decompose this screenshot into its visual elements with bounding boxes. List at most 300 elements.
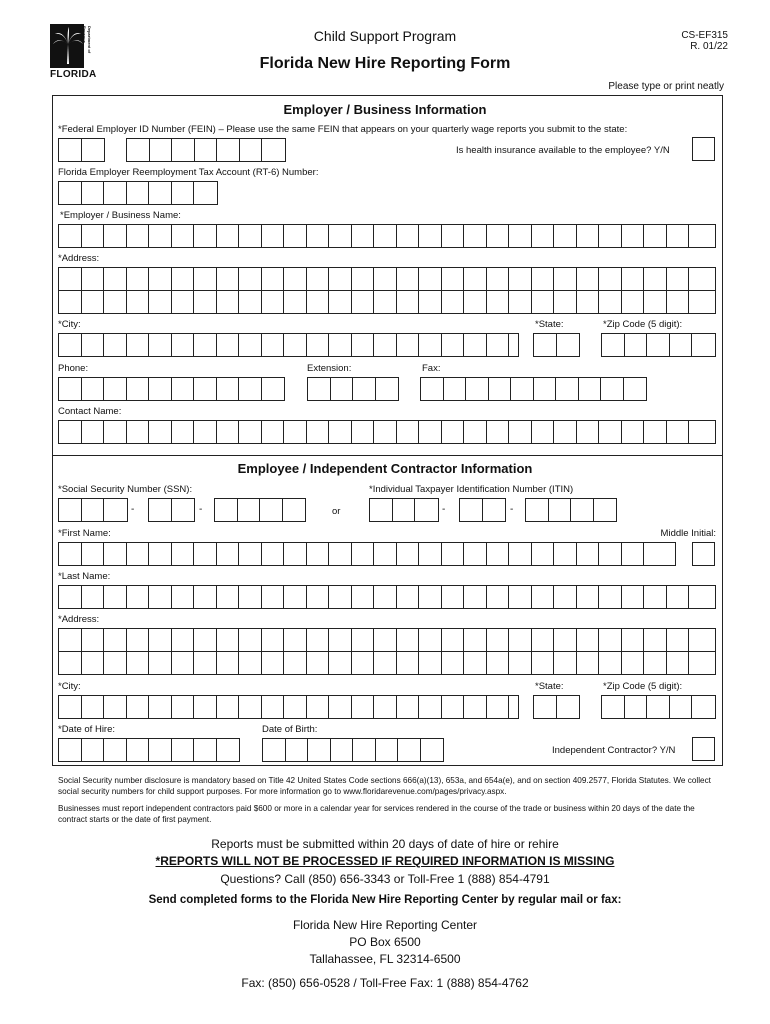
input-cell[interactable] — [217, 652, 240, 674]
input-cell[interactable] — [647, 334, 670, 356]
input-cell[interactable] — [82, 139, 105, 161]
input-cell[interactable] — [172, 268, 195, 290]
input-cell[interactable] — [689, 652, 715, 674]
input-cell[interactable] — [622, 629, 645, 651]
input-cell[interactable] — [307, 696, 330, 718]
input-cell[interactable] — [307, 334, 330, 356]
input-cell[interactable] — [532, 629, 555, 651]
input-cell[interactable] — [194, 225, 217, 247]
input-cell[interactable] — [421, 378, 444, 400]
input-cell[interactable] — [149, 629, 172, 651]
input-cell[interactable] — [487, 268, 510, 290]
input-cell[interactable] — [577, 291, 600, 313]
input-cell[interactable] — [487, 652, 510, 674]
input-cell[interactable] — [217, 421, 240, 443]
input-cell[interactable] — [127, 586, 150, 608]
input-cell[interactable] — [286, 739, 309, 761]
input-cell[interactable] — [577, 543, 600, 565]
input-cell[interactable] — [622, 652, 645, 674]
input-cell[interactable] — [577, 652, 600, 674]
input-cell[interactable] — [59, 629, 82, 651]
input-cell[interactable] — [104, 268, 127, 290]
input-cell[interactable] — [329, 586, 352, 608]
input-cell[interactable] — [556, 378, 579, 400]
input-cell[interactable] — [217, 268, 240, 290]
input-cell[interactable] — [194, 652, 217, 674]
input-cell[interactable] — [599, 629, 622, 651]
input-cell[interactable] — [238, 499, 261, 521]
input-cell[interactable] — [577, 586, 600, 608]
input-cell[interactable] — [487, 586, 510, 608]
input-cell[interactable] — [172, 334, 195, 356]
input-cell[interactable] — [352, 629, 375, 651]
input-cell[interactable] — [374, 543, 397, 565]
input-cell[interactable] — [622, 586, 645, 608]
input-cell[interactable] — [415, 499, 438, 521]
employer-city-input[interactable] — [58, 333, 519, 357]
input-cell[interactable] — [397, 268, 420, 290]
input-cell[interactable] — [59, 268, 82, 290]
input-cell[interactable] — [397, 586, 420, 608]
input-cell[interactable] — [487, 334, 510, 356]
itin-part3-input[interactable] — [525, 498, 617, 522]
input-cell[interactable] — [172, 629, 195, 651]
input-cell[interactable] — [329, 543, 352, 565]
input-cell[interactable] — [464, 334, 487, 356]
employee-state-input[interactable] — [533, 695, 580, 719]
input-cell[interactable] — [374, 629, 397, 651]
input-cell[interactable] — [262, 543, 285, 565]
input-cell[interactable] — [370, 499, 393, 521]
input-cell[interactable] — [104, 739, 127, 761]
input-cell[interactable] — [622, 268, 645, 290]
input-cell[interactable] — [172, 291, 195, 313]
input-cell[interactable] — [331, 739, 354, 761]
input-cell[interactable] — [532, 586, 555, 608]
input-cell[interactable] — [82, 421, 105, 443]
middle-initial-input[interactable] — [692, 542, 715, 566]
input-cell[interactable] — [240, 139, 263, 161]
input-cell[interactable] — [557, 334, 580, 356]
rt6-number-input[interactable] — [58, 181, 218, 205]
input-cell[interactable] — [602, 696, 625, 718]
input-cell[interactable] — [534, 378, 557, 400]
input-cell[interactable] — [82, 629, 105, 651]
input-cell[interactable] — [352, 586, 375, 608]
input-cell[interactable] — [554, 268, 577, 290]
input-cell[interactable] — [393, 499, 416, 521]
input-cell[interactable] — [329, 225, 352, 247]
input-cell[interactable] — [104, 629, 127, 651]
input-cell[interactable] — [353, 378, 376, 400]
input-cell[interactable] — [307, 629, 330, 651]
input-cell[interactable] — [509, 652, 532, 674]
input-cell[interactable] — [352, 696, 375, 718]
input-cell[interactable] — [644, 421, 667, 443]
input-cell[interactable] — [194, 543, 217, 565]
input-cell[interactable] — [689, 225, 715, 247]
input-cell[interactable] — [444, 378, 467, 400]
input-cell[interactable] — [127, 291, 150, 313]
input-cell[interactable] — [352, 652, 375, 674]
input-cell[interactable] — [127, 378, 150, 400]
input-cell[interactable] — [262, 652, 285, 674]
input-cell[interactable] — [149, 696, 172, 718]
input-cell[interactable] — [104, 652, 127, 674]
input-cell[interactable] — [599, 291, 622, 313]
input-cell[interactable] — [489, 378, 512, 400]
input-cell[interactable] — [149, 182, 172, 204]
input-cell[interactable] — [239, 543, 262, 565]
input-cell[interactable] — [442, 696, 465, 718]
input-cell[interactable] — [599, 586, 622, 608]
input-cell[interactable] — [59, 696, 82, 718]
employer-state-input[interactable] — [533, 333, 580, 357]
input-cell[interactable] — [329, 629, 352, 651]
input-cell[interactable] — [149, 543, 172, 565]
input-cell[interactable] — [172, 543, 195, 565]
input-cell[interactable] — [487, 629, 510, 651]
input-cell[interactable] — [397, 225, 420, 247]
input-cell[interactable] — [217, 696, 240, 718]
input-cell[interactable] — [104, 586, 127, 608]
input-cell[interactable] — [239, 586, 262, 608]
input-cell[interactable] — [397, 334, 420, 356]
input-cell[interactable] — [689, 629, 715, 651]
input-cell[interactable] — [284, 421, 307, 443]
input-cell[interactable] — [149, 739, 172, 761]
input-cell[interactable] — [352, 268, 375, 290]
input-cell[interactable] — [194, 182, 217, 204]
input-cell[interactable] — [329, 421, 352, 443]
input-cell[interactable] — [217, 739, 240, 761]
input-cell[interactable] — [554, 421, 577, 443]
input-cell[interactable] — [442, 225, 465, 247]
input-cell[interactable] — [644, 225, 667, 247]
input-cell[interactable] — [460, 499, 483, 521]
input-cell[interactable] — [692, 334, 715, 356]
input-cell[interactable] — [82, 739, 105, 761]
input-cell[interactable] — [352, 291, 375, 313]
input-cell[interactable] — [260, 499, 283, 521]
date-of-hire-input[interactable] — [58, 738, 240, 762]
input-cell[interactable] — [464, 586, 487, 608]
input-cell[interactable] — [307, 225, 330, 247]
input-cell[interactable] — [644, 629, 667, 651]
input-cell[interactable] — [419, 225, 442, 247]
input-cell[interactable] — [624, 378, 647, 400]
input-cell[interactable] — [217, 225, 240, 247]
input-cell[interactable] — [397, 652, 420, 674]
employer-zip-input[interactable] — [601, 333, 716, 357]
input-cell[interactable] — [667, 421, 690, 443]
input-cell[interactable] — [262, 696, 285, 718]
input-cell[interactable] — [534, 334, 557, 356]
fein-number-input[interactable] — [126, 138, 286, 162]
input-cell[interactable] — [509, 543, 532, 565]
input-cell[interactable] — [622, 291, 645, 313]
employee-city-input[interactable] — [58, 695, 519, 719]
fein-prefix-input[interactable] — [58, 138, 105, 162]
input-cell[interactable] — [689, 268, 715, 290]
input-cell[interactable] — [464, 629, 487, 651]
input-cell[interactable] — [59, 543, 82, 565]
input-cell[interactable] — [262, 586, 285, 608]
input-cell[interactable] — [82, 291, 105, 313]
input-cell[interactable] — [307, 586, 330, 608]
input-cell[interactable] — [217, 334, 240, 356]
input-cell[interactable] — [149, 378, 172, 400]
input-cell[interactable] — [239, 334, 262, 356]
input-cell[interactable] — [647, 696, 670, 718]
input-cell[interactable] — [352, 421, 375, 443]
input-cell[interactable] — [464, 291, 487, 313]
input-cell[interactable] — [262, 225, 285, 247]
input-cell[interactable] — [329, 652, 352, 674]
input-cell[interactable] — [284, 696, 307, 718]
input-cell[interactable] — [59, 182, 82, 204]
input-cell[interactable] — [59, 586, 82, 608]
input-cell[interactable] — [194, 586, 217, 608]
input-cell[interactable] — [419, 291, 442, 313]
input-cell[interactable] — [262, 629, 285, 651]
input-cell[interactable] — [442, 652, 465, 674]
input-cell[interactable] — [127, 696, 150, 718]
input-cell[interactable] — [59, 739, 82, 761]
input-cell[interactable] — [127, 652, 150, 674]
input-cell[interactable] — [194, 268, 217, 290]
input-cell[interactable] — [419, 629, 442, 651]
input-cell[interactable] — [352, 543, 375, 565]
input-cell[interactable] — [509, 629, 532, 651]
input-cell[interactable] — [59, 499, 82, 521]
health-insurance-yn-input[interactable] — [692, 137, 715, 161]
employer-phone-input[interactable] — [58, 377, 285, 401]
input-cell[interactable] — [571, 499, 594, 521]
input-cell[interactable] — [644, 543, 675, 565]
input-cell[interactable] — [487, 696, 510, 718]
input-cell[interactable] — [127, 334, 150, 356]
input-cell[interactable] — [374, 291, 397, 313]
input-cell[interactable] — [532, 652, 555, 674]
input-cell[interactable] — [194, 696, 217, 718]
employer-fax-input[interactable] — [420, 377, 647, 401]
input-cell[interactable] — [217, 629, 240, 651]
input-cell[interactable] — [397, 629, 420, 651]
input-cell[interactable] — [82, 378, 105, 400]
input-cell[interactable] — [397, 421, 420, 443]
input-cell[interactable] — [329, 291, 352, 313]
input-cell[interactable] — [284, 334, 307, 356]
ssn-part2-input[interactable] — [148, 498, 195, 522]
input-cell[interactable] — [104, 543, 127, 565]
input-cell[interactable] — [667, 291, 690, 313]
input-cell[interactable] — [262, 291, 285, 313]
input-cell[interactable] — [419, 268, 442, 290]
input-cell[interactable] — [262, 421, 285, 443]
input-cell[interactable] — [599, 421, 622, 443]
input-cell[interactable] — [149, 334, 172, 356]
input-cell[interactable] — [487, 225, 510, 247]
input-cell[interactable] — [667, 268, 690, 290]
input-cell[interactable] — [329, 696, 352, 718]
input-cell[interactable] — [602, 334, 625, 356]
input-cell[interactable] — [284, 291, 307, 313]
input-cell[interactable] — [577, 421, 600, 443]
input-cell[interactable] — [149, 225, 172, 247]
input-cell[interactable] — [374, 696, 397, 718]
input-cell[interactable] — [532, 268, 555, 290]
input-cell[interactable] — [374, 225, 397, 247]
input-cell[interactable] — [127, 268, 150, 290]
input-cell[interactable] — [554, 652, 577, 674]
employee-zip-input[interactable] — [601, 695, 716, 719]
input-cell[interactable] — [397, 543, 420, 565]
input-cell[interactable] — [509, 268, 532, 290]
input-cell[interactable] — [149, 652, 172, 674]
input-cell[interactable] — [217, 291, 240, 313]
input-cell[interactable] — [689, 421, 715, 443]
input-cell[interactable] — [625, 334, 648, 356]
ssn-part1-input[interactable] — [58, 498, 128, 522]
input-cell[interactable] — [622, 543, 645, 565]
input-cell[interactable] — [307, 421, 330, 443]
input-cell[interactable] — [622, 421, 645, 443]
input-cell[interactable] — [82, 225, 105, 247]
input-cell[interactable] — [534, 696, 557, 718]
input-cell[interactable] — [554, 543, 577, 565]
input-cell[interactable] — [644, 586, 667, 608]
employee-address-line2-input[interactable] — [58, 651, 716, 675]
input-cell[interactable] — [601, 378, 624, 400]
input-cell[interactable] — [464, 268, 487, 290]
input-cell[interactable] — [217, 378, 240, 400]
input-cell[interactable] — [509, 696, 518, 718]
input-cell[interactable] — [194, 378, 217, 400]
input-cell[interactable] — [149, 268, 172, 290]
input-cell[interactable] — [172, 182, 195, 204]
input-cell[interactable] — [509, 421, 532, 443]
input-cell[interactable] — [284, 629, 307, 651]
independent-contractor-yn-input[interactable] — [692, 737, 715, 761]
input-cell[interactable] — [509, 334, 518, 356]
input-cell[interactable] — [670, 334, 693, 356]
input-cell[interactable] — [526, 499, 549, 521]
input-cell[interactable] — [104, 334, 127, 356]
input-cell[interactable] — [554, 586, 577, 608]
input-cell[interactable] — [398, 739, 421, 761]
input-cell[interactable] — [127, 543, 150, 565]
input-cell[interactable] — [577, 268, 600, 290]
input-cell[interactable] — [239, 225, 262, 247]
input-cell[interactable] — [308, 739, 331, 761]
input-cell[interactable] — [262, 378, 285, 400]
input-cell[interactable] — [374, 421, 397, 443]
input-cell[interactable] — [195, 139, 218, 161]
input-cell[interactable] — [194, 291, 217, 313]
input-cell[interactable] — [442, 421, 465, 443]
input-cell[interactable] — [194, 739, 217, 761]
input-cell[interactable] — [667, 586, 690, 608]
input-cell[interactable] — [308, 378, 331, 400]
input-cell[interactable] — [104, 182, 127, 204]
input-cell[interactable] — [59, 139, 82, 161]
input-cell[interactable] — [419, 421, 442, 443]
input-cell[interactable] — [644, 291, 667, 313]
input-cell[interactable] — [532, 421, 555, 443]
input-cell[interactable] — [464, 421, 487, 443]
input-cell[interactable] — [483, 499, 506, 521]
employer-address-line2-input[interactable] — [58, 290, 716, 314]
input-cell[interactable] — [374, 586, 397, 608]
input-cell[interactable] — [104, 696, 127, 718]
input-cell[interactable] — [421, 739, 444, 761]
input-cell[interactable] — [82, 268, 105, 290]
input-cell[interactable] — [376, 378, 399, 400]
input-cell[interactable] — [149, 499, 172, 521]
input-cell[interactable] — [59, 652, 82, 674]
input-cell[interactable] — [59, 225, 82, 247]
input-cell[interactable] — [127, 139, 150, 161]
input-cell[interactable] — [172, 696, 195, 718]
input-cell[interactable] — [172, 739, 195, 761]
input-cell[interactable] — [419, 696, 442, 718]
input-cell[interactable] — [466, 378, 489, 400]
input-cell[interactable] — [442, 586, 465, 608]
input-cell[interactable] — [692, 696, 715, 718]
input-cell[interactable] — [509, 225, 532, 247]
input-cell[interactable] — [149, 421, 172, 443]
input-cell[interactable] — [104, 225, 127, 247]
input-cell[interactable] — [376, 739, 399, 761]
input-cell[interactable] — [511, 378, 534, 400]
input-cell[interactable] — [667, 652, 690, 674]
input-cell[interactable] — [579, 378, 602, 400]
input-cell[interactable] — [59, 378, 82, 400]
input-cell[interactable] — [150, 139, 173, 161]
input-cell[interactable] — [283, 499, 306, 521]
input-cell[interactable] — [442, 334, 465, 356]
employee-address-line1-input[interactable] — [58, 628, 716, 652]
input-cell[interactable] — [172, 378, 195, 400]
input-cell[interactable] — [284, 586, 307, 608]
input-cell[interactable] — [239, 291, 262, 313]
input-cell[interactable] — [442, 629, 465, 651]
contact-name-input[interactable] — [58, 420, 716, 444]
input-cell[interactable] — [549, 499, 572, 521]
input-cell[interactable] — [532, 543, 555, 565]
input-cell[interactable] — [127, 739, 150, 761]
ssn-part3-input[interactable] — [214, 498, 306, 522]
input-cell[interactable] — [397, 696, 420, 718]
input-cell[interactable] — [464, 652, 487, 674]
input-cell[interactable] — [172, 225, 195, 247]
input-cell[interactable] — [464, 696, 487, 718]
input-cell[interactable] — [594, 499, 617, 521]
input-cell[interactable] — [127, 629, 150, 651]
employer-extension-input[interactable] — [307, 377, 399, 401]
input-cell[interactable] — [59, 291, 82, 313]
input-cell[interactable] — [262, 139, 285, 161]
input-cell[interactable] — [509, 586, 532, 608]
employer-address-line1-input[interactable] — [58, 267, 716, 291]
input-cell[interactable] — [239, 629, 262, 651]
input-cell[interactable] — [194, 629, 217, 651]
input-cell[interactable] — [554, 291, 577, 313]
input-cell[interactable] — [554, 629, 577, 651]
input-cell[interactable] — [307, 652, 330, 674]
input-cell[interactable] — [532, 291, 555, 313]
